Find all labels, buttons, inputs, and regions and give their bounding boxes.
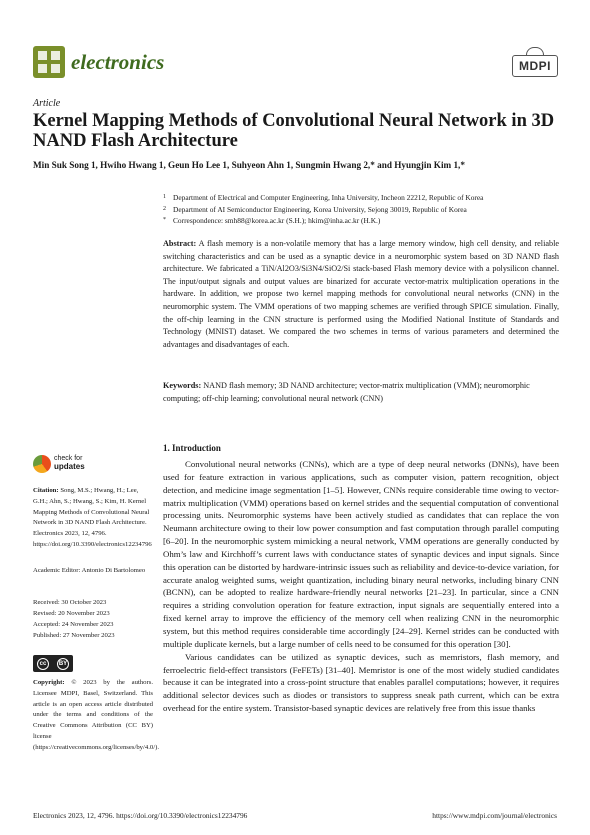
citation: Citation: Song, M.S.; Hwang, H.; Lee, G.H.; Ahn, S.; Hwang, S.; Kim, H. Kernel Mapping Methods of Convolutional Neural Network in 3D NAND Flash Architecture. Electronics 2023, 12, 4796. https://doi.org/10.3390/electronics12234796 xyxy=(33,487,152,548)
date-received: Received: 30 October 2023 xyxy=(33,599,107,606)
journal-name: electronics xyxy=(71,50,165,74)
date-revised: Revised: 20 November 2023 xyxy=(33,610,110,617)
date-published: Published: 27 November 2023 xyxy=(33,632,115,639)
keywords-label: Keywords: xyxy=(163,381,202,390)
check-for-updates-button[interactable]: check for updates xyxy=(33,455,103,477)
cc-by-license-icon[interactable]: cc BY xyxy=(33,655,73,672)
academic-editor: Academic Editor: Antonio Di Bartolomeo xyxy=(33,567,146,574)
footer-citation: Electronics 2023, 12, 4796. https://doi.org/10.3390/electronics12234796 xyxy=(33,811,248,820)
paper-title: Kernel Mapping Methods of Convolutional Neural Network in 3D NAND Flash Architecture xyxy=(33,111,555,151)
abstract xyxy=(163,238,559,351)
journal-logo-icon xyxy=(33,46,65,78)
date-accepted: Accepted: 24 November 2023 xyxy=(33,621,114,628)
affiliations xyxy=(163,192,563,227)
check-updates-icon xyxy=(33,455,51,473)
article-type: Article xyxy=(33,98,61,109)
body-text xyxy=(163,458,559,715)
abstract-label: Abstract: xyxy=(163,239,197,248)
paragraph: Various candidates can be utilized as synaptic devices, such as memristors, flash memory, and ferroelectric field-effect transistors (FeFETs) [31–40]. Memristor is one of the most widely studied candidates because it can be integrated into a cross-point structure that enables parallel computations; however, it requires additional selector devices such as diodes or transistors to suppress sneak path current, which can be extra overhead for the entire system. Transistor-based synaptic devices are relatively free from this issue thanks xyxy=(163,651,559,714)
affiliation-1: 1 Department of Electrical and Computer Engineering, Inha University, Incheon 22212, Republic of Korea xyxy=(163,193,484,202)
section-heading: 1. Introduction xyxy=(163,443,221,453)
abstract-text: A flash memory is a non-volatile memory that has a large memory window, high cell density, and reliable switching characteristics and can be used as a synaptic device in a neuromorphic system based on 3D NAND flash architecture. We fabricated a TiN/Al2O3/Si3N4/SiO2/Si stack-based Flash memory device with a polysilicon channel. The input/output signals and output values are binarized for accurate vector-matrix multiplication operations in the hardware. In addition, we propose two kernel mapping methods for convolutional neural networks (CNN) in the neuromorphic system. The VMM operations of two mapping schemes are verified through SPICE simulation. Finally, the off-chip learning in the CNN structure is performed using the Modified National Institute of Standards and Technology (MNIST) dataset. We compared the two schemes in terms of various parameters and determined the advantages and disadvantages of each. xyxy=(163,239,559,349)
keywords-text: NAND flash memory; 3D NAND architecture; vector-matrix multiplication (VMM); neuromorphic computing; off-chip learning; convolutional neural network (CNN) xyxy=(163,381,530,403)
author-list: Min Suk Song 1, Hwiho Hwang 1, Geun Ho Lee 1, Suhyeon Ahn 1, Sungmin Hwang 2,* and Hyungjin Kim 1,* xyxy=(33,160,465,170)
keywords xyxy=(163,380,559,405)
paragraph: Convolutional neural networks (CNNs), which are a type of deep neural networks (DNNs), have been used for feature extraction in various applications, such as computer vision, pattern recognition, object detection, and medicine image segmentation [1–5]. However, CNNs require considerable time owing to vector-matrix multiplication (VMM) operations based on kernel strides and the sequential computation of conventional processing units. Neuromorphic systems have been actively studied as candidates that can replace the von Neumann architecture owing to their low power consumption and fast computation through parallel computing [6–20]. In the neuromorphic system mimicking a neural network, VMM operations are generally conducted by Ohm’s law and Kirchhoff’s current laws with conductance states of synaptic devices and input signals. Since this operation can be distorted by hardware-intrinsic issues such as reliability and device-to-device variation, for accurate analog weighted sums, weight quantization, including binary neural networks, including binary CNN (BCNN), can be adopted to realize hardware-friendly neural networks [21–23]. In particular, since a CNN requires a striding convolution operation for feature extraction, input signals are sequentially entered into a fixed kernel array to improve the efficiency of the memory cell when realizing CNN in the neuromorphic system, but this method requires considerable time accordingly [24–29]. Kernel strides can be conducted with multiple duplicate kernels, but a large number of cells need to be consumed for this operation [30]. xyxy=(163,459,559,649)
copyright: Copyright: © 2023 by the authors. Licensee MDPI, Basel, Switzerland. This article is an open access article distributed under the terms and conditions of the Creative Commons Attribution (CC BY) license (https://creativecommons.org/licenses/by/4.0/). xyxy=(33,679,159,751)
publisher-logo: MDPI xyxy=(512,55,558,77)
footer-journal-url[interactable]: https://www.mdpi.com/journal/electronics xyxy=(432,811,557,820)
affiliation-2: 2 Department of AI Semiconductor Engineering, Korea University, Sejong 30019, Republic of Korea xyxy=(163,204,467,214)
correspondence: * Correspondence: smh88@korea.ac.kr (S.H.); hkim@inha.ac.kr (H.K.) xyxy=(163,216,381,225)
